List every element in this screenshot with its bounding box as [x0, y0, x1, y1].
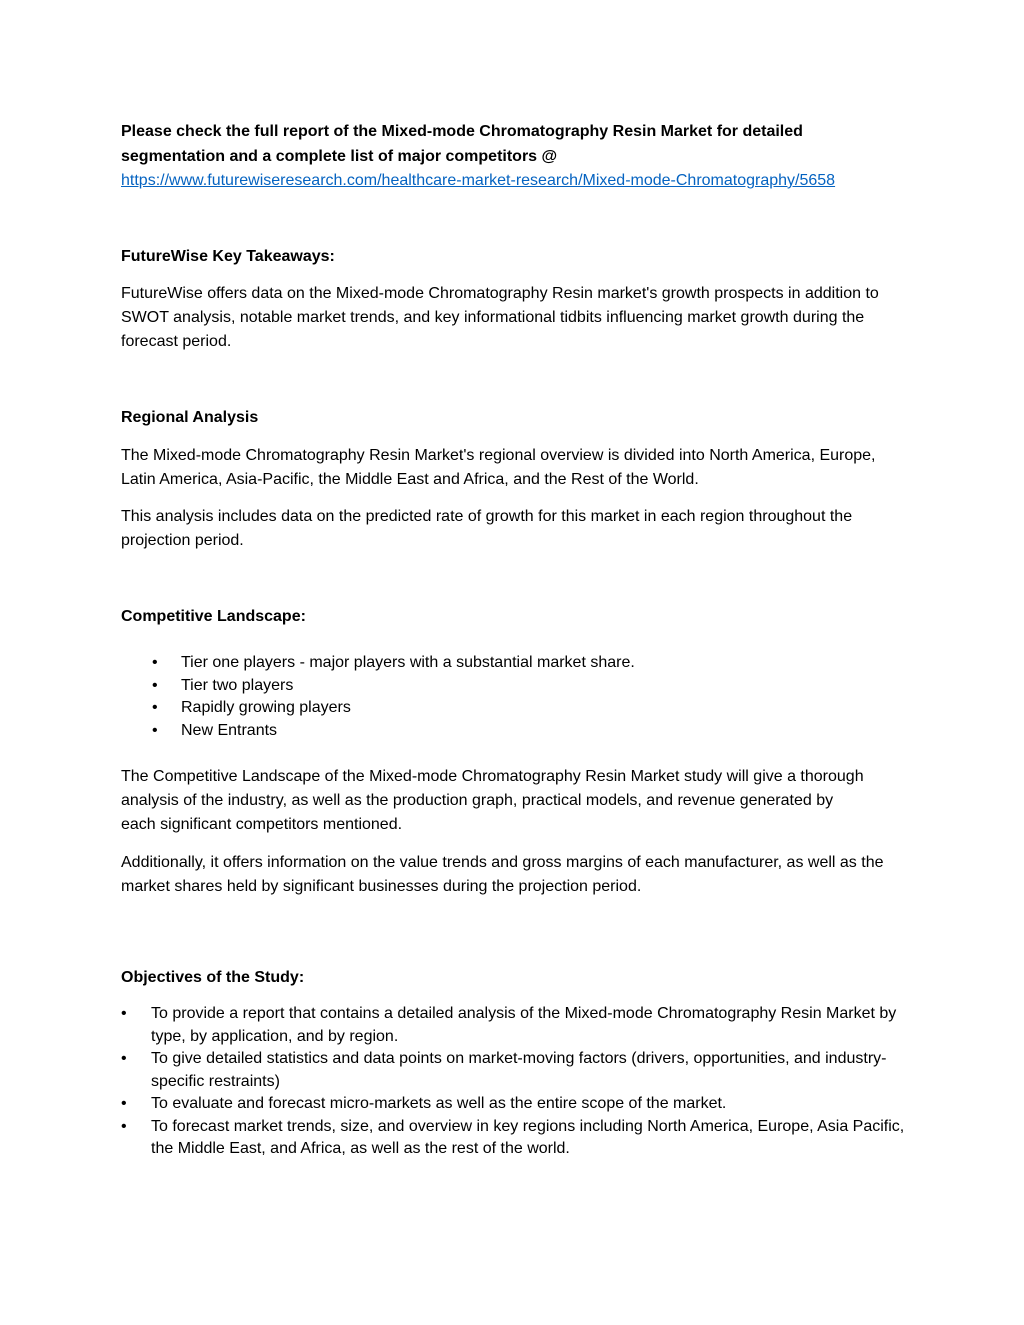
list-item [121, 1003, 911, 1048]
list-item-text: To evaluate and forecast micro-markets as well as the entire scope of the market. [151, 1095, 727, 1112]
competitive-list [121, 652, 911, 742]
list-item-text: Tier two players [181, 676, 294, 694]
list-item [121, 675, 911, 698]
list-item [121, 697, 911, 720]
list-item [121, 1048, 911, 1093]
regional-paragraph-2: This analysis includes data on the predicted rate of growth for this market in each region throughout the projection period. [121, 508, 853, 549]
intro-text: Please check the full report of the Mixed-mode Chromatography Resin Market for detailed segmentation and a complete list of major competitors @ [121, 123, 803, 165]
competitive-heading: Competitive Landscape: [121, 608, 306, 625]
list-item-text: To forecast market trends, size, and overview in key regions including North America, Europe, Asia Pacific, the Middle East, and Africa, as well as the rest of the world. [151, 1117, 905, 1157]
list-item [121, 652, 911, 675]
bullet-icon: • [152, 721, 158, 739]
bullet-icon: • [121, 1005, 127, 1022]
list-item-text: Rapidly growing players [181, 699, 351, 716]
intro-block [121, 120, 911, 193]
competitive-paragraph-1: The Competitive Landscape of the Mixed-mode Chromatography Resin Market study will give a thorough analysis of the industry, as well as the production graph, practical models, and revenue generated by each significant competitors mentioned. [121, 768, 864, 833]
bullet-icon: • [152, 676, 158, 694]
list-item [121, 1093, 911, 1116]
takeaways-body: FutureWise offers data on the Mixed-mode Chromatography Resin market's growth prospects in addition to SWOT analysis, notable market trends, and key informational tidbits influencing market growth during the forecast period. [121, 285, 879, 350]
objectives-list [121, 1003, 911, 1161]
takeaways-heading: FutureWise Key Takeaways: [121, 248, 335, 265]
list-item-text: To provide a report that contains a detailed analysis of the Mixed-mode Chromatography Resin Market by type, by application, and by region. [151, 1005, 897, 1045]
list-item [121, 1116, 911, 1161]
bullet-icon: • [152, 699, 158, 716]
report-link[interactable]: https://www.futurewiseresearch.com/healthcare-market-research/Mixed-mode-Chromatography/5658 [121, 172, 836, 189]
bullet-icon: • [121, 1050, 127, 1067]
list-item-text: Tier one players - major players with a substantial market share. [181, 654, 635, 671]
objectives-heading: Objectives of the Study: [121, 969, 305, 986]
bullet-icon: • [121, 1095, 127, 1112]
bullet-icon: • [121, 1117, 127, 1135]
list-item [121, 720, 911, 743]
regional-paragraph-1: The Mixed-mode Chromatography Resin Market's regional overview is divided into North America, Europe, Latin America, Asia-Pacific, the Middle East and Africa, and the Rest of the World. [121, 447, 876, 488]
competitive-paragraph-2: Additionally, it offers information on the value trends and gross margins of each manufacturer, as well as the market shares held by significant businesses during the projection period. [121, 854, 884, 895]
regional-heading: Regional Analysis [121, 409, 259, 426]
list-item-text: New Entrants [181, 721, 278, 739]
list-item-text: To give detailed statistics and data points on market-moving factors (drivers, opportunities, and industry-specific restraints) [151, 1050, 887, 1090]
bullet-icon: • [152, 654, 158, 671]
